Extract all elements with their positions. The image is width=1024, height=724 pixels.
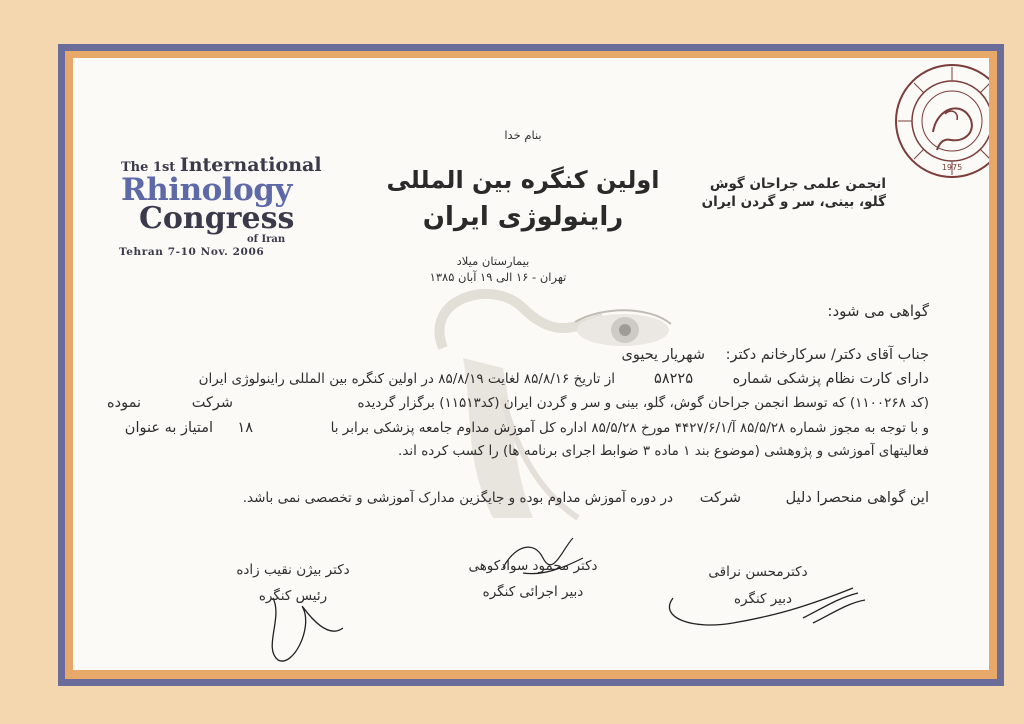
- recipient-name: شهریار یحیوی: [621, 347, 705, 363]
- congress-dates: تهران - ۱۶ الی ۱۹ آبان ۱۳۸۵: [429, 270, 567, 284]
- signatory-2-name: دکتر محمود سوادکوهی: [468, 558, 598, 574]
- logo-rhinology: Rhinology: [121, 172, 292, 208]
- signatory-1-name: دکتر بیژن نقیب زاده: [236, 562, 350, 578]
- credit-points: ۱۸: [237, 420, 253, 436]
- line6-c: در دوره آموزش مداوم بوده و جایگزین مدارک آموزشی و تخصصی نمی باشد.: [242, 490, 673, 506]
- line3-done: نموده: [107, 395, 141, 411]
- line5: فعالیتهای آموزشی و پژوهشی (موضوع بند ۱ ماده ۳ ضوابط اجرای برنامه ها) را کسب کرده اند.: [398, 443, 929, 459]
- society-seal-emblem: [893, 62, 989, 180]
- line2-a: دارای کارت نظام پزشکی شماره: [732, 371, 929, 387]
- signatory-1-role: رئیس کنگره: [258, 588, 328, 604]
- line4-b: امتیاز به عنوان: [124, 420, 213, 436]
- basmala: بنام خدا: [504, 128, 542, 142]
- logo-venue-dates: Tehran 7-10 Nov. 2006: [119, 246, 265, 258]
- signature-2: [493, 528, 593, 588]
- title-line-2: راینولوژی ایران: [422, 202, 624, 232]
- logo-of-iran: of Iran: [247, 234, 286, 245]
- title-line-1: اولین کنگره بین المللی: [386, 166, 660, 194]
- signatory-2-role: دبیر اجرائی کنگره: [482, 584, 584, 600]
- society-name-line-2: گلو، بینی، سر و گردن ایران: [701, 194, 886, 210]
- certificate-heading: گواهی می شود:: [827, 302, 929, 320]
- line4-a: و با توجه به مجوز شماره ۸۵/۵/۲۸ آ/۴۴۲۷/۶/۱ مورخ ۸۵/۵/۲۸ اداره کل آموزش مداوم جامعه پزشکی برابر با: [330, 420, 929, 436]
- medical-card-number: ۵۸۲۲۵: [654, 371, 693, 387]
- line6-a: این گواهی منحصرا دلیل: [785, 490, 929, 506]
- signatory-3-name: دکترمحسن نراقی: [708, 564, 808, 580]
- logo-line-1: The 1st International: [121, 154, 322, 176]
- signature-3: [653, 568, 873, 638]
- line2-b: از تاریخ ۸۵/۸/۱۶ لغایت ۸۵/۸/۱۹ در اولین کنگره بین المللی راینولوژی ایران: [198, 371, 615, 387]
- recipient-label: جناب آقای دکتر/ سرکارخانم دکتر:: [725, 347, 929, 363]
- society-name-line-1: انجمن علمی جراحان گوش: [709, 176, 886, 192]
- signatory-3-role: دبیر کنگره: [733, 591, 793, 607]
- line3-a: (کد ۱۱۰۰۲۶۸) که توسط انجمن جراحان گوش، گلو، بینی و سر و گردن ایران (کد۱۱۵۱۳) برگزار گردیده: [357, 395, 929, 411]
- line3-participation: شرکت: [191, 395, 233, 411]
- venue: بیمارستان میلاد: [456, 254, 530, 268]
- certificate-paper: [73, 58, 989, 670]
- signature-1: [253, 588, 373, 668]
- logo-congress: Congress: [139, 201, 295, 236]
- seal-year: 1975: [941, 163, 963, 172]
- line6-participation: شرکت: [699, 490, 741, 506]
